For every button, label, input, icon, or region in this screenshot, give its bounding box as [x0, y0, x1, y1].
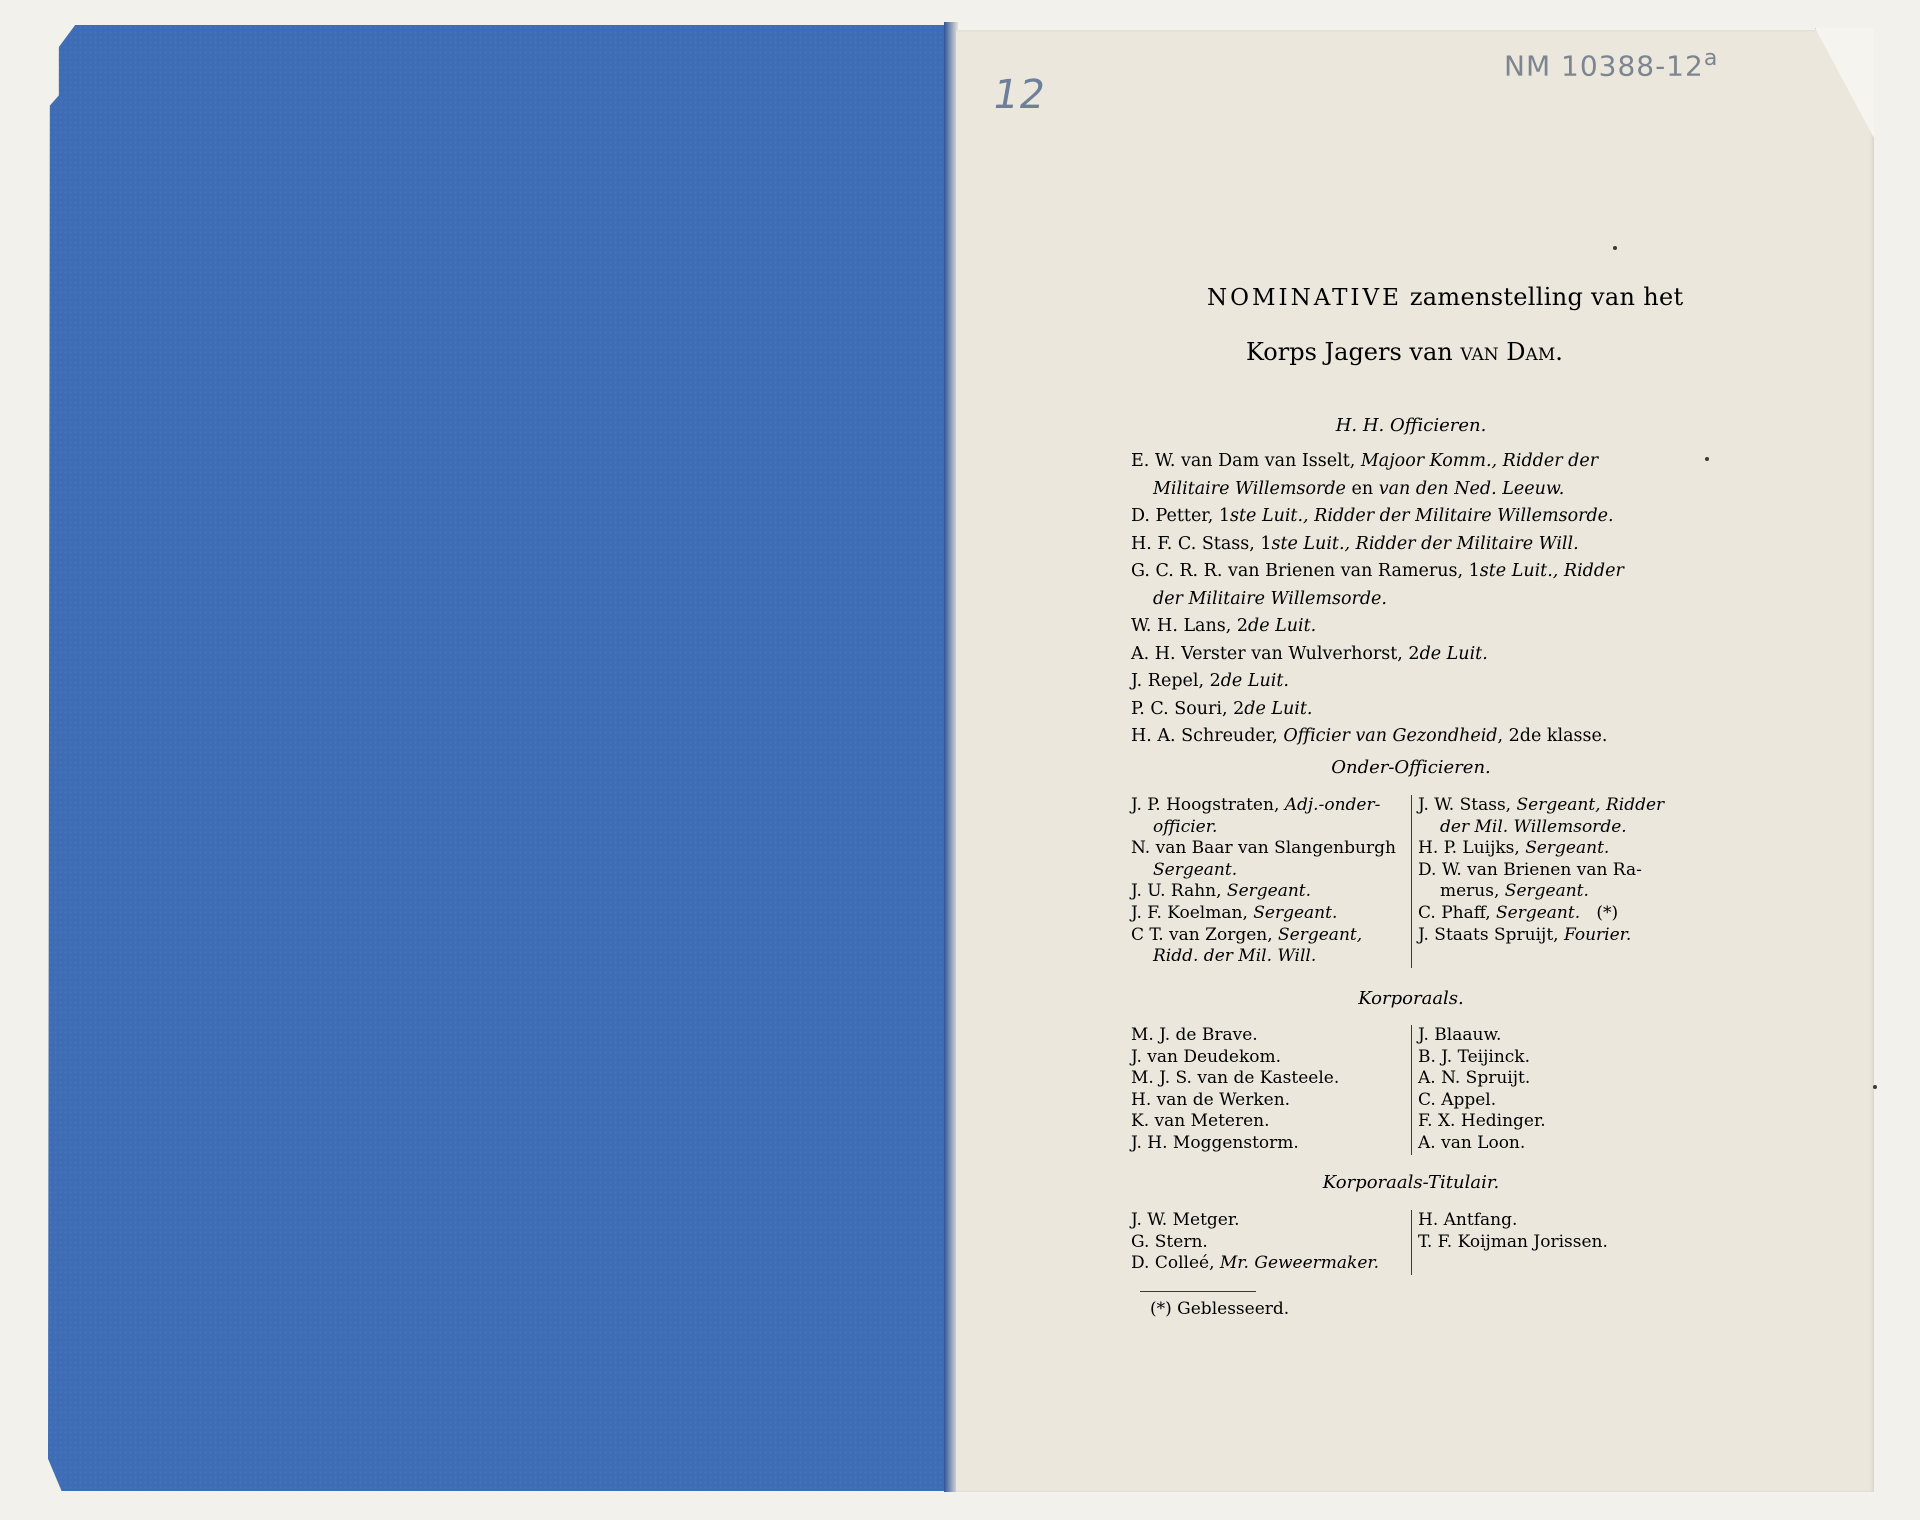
corporal-entry: C. Appel.: [1418, 1089, 1497, 1110]
nco-right-column: [1411, 795, 1688, 968]
pencil-inventory-number: NM 10388-12$^a$: [1504, 46, 1719, 83]
ink-speck: [1705, 457, 1709, 461]
officer-entry: H. F. C. Stass, 1ste Luit., Ridder der Militaire Will.: [1131, 533, 1579, 554]
corporals-right-column: [1411, 1025, 1688, 1155]
corporals-columns: [1131, 1025, 1688, 1155]
document-title-line2: Korps Jagers van van Dam.: [1246, 338, 1563, 366]
ink-speck: [1873, 1085, 1877, 1089]
blue-cover-page: [48, 25, 953, 1491]
officer-entry: W. H. Lans, 2de Luit.: [1131, 616, 1317, 636]
officer-entry: P. C. Souri, 2de Luit.: [1131, 698, 1313, 719]
corporal-entry: A. van Loon.: [1418, 1132, 1526, 1153]
corporal-entry: K. van Meteren.: [1131, 1111, 1270, 1132]
corporal-entry: B. J. Teijinck.: [1418, 1046, 1531, 1067]
corporals-titular-columns: [1131, 1210, 1688, 1275]
corporal-titular-entry: J. W. Metger.: [1131, 1210, 1240, 1230]
footnote-rule: [1140, 1291, 1256, 1292]
section-heading-officers: H. H. Officieren.: [1335, 415, 1487, 436]
nco-entry: C. Phaff, Sergeant. (*): [1418, 902, 1619, 923]
corporal-entry: H. van de Werken.: [1131, 1089, 1291, 1110]
footnote: (*) Geblesseerd.: [1150, 1299, 1290, 1319]
corporal-entry: M. J. de Brave.: [1131, 1025, 1258, 1045]
section-heading-corporals: Korporaals.: [1358, 988, 1464, 1009]
corporal-entry: M. J. S. van de Kasteele.: [1131, 1068, 1340, 1089]
officer-entry: E. W. van Dam van Isselt, Majoor Komm., Ridder der Militaire Willemsorde en van den Ned. Leeuw.: [1131, 451, 1599, 499]
corporal-titular-entry: H. Antfang.: [1418, 1210, 1518, 1230]
officer-entry: G. C. R. R. van Brienen van Ramerus, 1ste Luit., Ridder der Militaire Willemsorde.: [1131, 561, 1624, 609]
nco-entry: J. Staats Spruijt, Fourier.: [1418, 924, 1632, 945]
corporals-titular-right-column: [1411, 1210, 1688, 1275]
corporal-titular-entry: D. Colleé, Mr. Geweermaker.: [1131, 1253, 1380, 1274]
corporal-entry: J. van Deudekom.: [1131, 1046, 1282, 1067]
section-heading-corporals-titular: Korporaals-Titulair.: [1322, 1172, 1500, 1193]
nco-entry: C T. van Zorgen, Sergeant, Ridd. der Mil. Will.: [1131, 924, 1363, 967]
nco-entry: D. W. van Brienen van Ra- merus, Sergeant.: [1418, 859, 1642, 902]
nco-left-column: [1131, 795, 1411, 968]
corporal-entry: F. X. Hedinger.: [1418, 1111, 1546, 1132]
nco-entry: N. van Baar van Slangenburgh Sergeant.: [1131, 838, 1396, 880]
corporals-left-column: [1131, 1025, 1411, 1155]
nco-entry: H. P. Luijks, Sergeant.: [1418, 838, 1610, 859]
corporals-titular-left-column: [1131, 1210, 1411, 1275]
corporal-titular-entry: T. F. Koijman Jorissen.: [1418, 1231, 1608, 1252]
pencil-page-number: 12: [988, 72, 1050, 118]
nco-entry: J. W. Stass, Sergeant, Ridder der Mil. Willemsorde.: [1418, 795, 1665, 837]
officer-entry: H. A. Schreuder, Officier van Gezondheid, 2de klasse.: [1131, 726, 1608, 746]
corporal-titular-entry: G. Stern.: [1131, 1231, 1208, 1252]
document-title-line1: NOMINATIVE zamenstelling van het: [1207, 283, 1684, 311]
officer-entry: J. Repel, 2de Luit.: [1131, 671, 1289, 691]
section-heading-nco: Onder-Officieren.: [1331, 757, 1491, 778]
nco-entry: J. U. Rahn, Sergeant.: [1131, 881, 1312, 902]
officer-entry: D. Petter, 1ste Luit., Ridder der Militaire Willemsorde.: [1131, 506, 1614, 526]
nco-entry: J. F. Koelman, Sergeant.: [1131, 902, 1338, 923]
corporal-entry: J. H. Moggenstorm.: [1131, 1132, 1299, 1153]
nco-entry: J. P. Hoogstraten, Adj.-onder- officier.: [1131, 795, 1381, 837]
corporal-entry: J. Blaauw.: [1418, 1025, 1502, 1045]
nco-columns: [1131, 795, 1688, 968]
ink-speck: [1613, 246, 1617, 250]
officer-entry: A. H. Verster van Wulverhorst, 2de Luit.: [1131, 643, 1488, 664]
corporal-entry: A. N. Spruijt.: [1418, 1068, 1531, 1089]
officers-list: [1131, 448, 1691, 751]
